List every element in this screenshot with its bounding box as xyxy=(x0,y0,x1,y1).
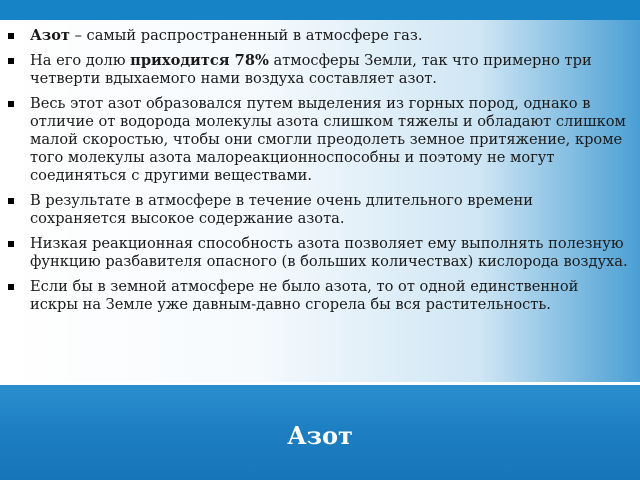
bullet-marker-icon xyxy=(8,198,14,204)
bullet-item xyxy=(0,235,640,271)
bullet-marker-icon xyxy=(8,33,14,39)
bullet-item xyxy=(0,95,640,185)
bullet-bold-term: Азот xyxy=(30,27,70,44)
bullet-text: В результате в атмосфере в течение очень длительного времени сохраняется высокое содержание азота. xyxy=(30,192,533,227)
bullet-marker-icon xyxy=(8,101,14,107)
slide-content xyxy=(0,27,640,382)
bullet-text-pre: На его долю xyxy=(30,52,131,69)
bullet-item xyxy=(0,278,640,314)
bullet-text: Если бы в земной атмосфере не было азота, то от одной единственной искры на Земле уже давным-давно сгорела бы вся растительность. xyxy=(30,278,579,313)
bullet-list xyxy=(0,27,640,314)
bullet-text: атмосферы Земли, так что примерно три четверти вдыхаемого нами воздуха составляет азот. xyxy=(30,52,592,87)
bullet-marker-icon xyxy=(8,284,14,290)
bullet-marker-icon xyxy=(8,241,14,247)
bullet-item xyxy=(0,192,640,228)
bullet-text: Низкая реакционная способность азота позволяет ему выполнять полезную функцию разбавителя опасного (в больших количествах) кислорода воздуха. xyxy=(30,235,628,270)
top-bar xyxy=(0,0,640,20)
footer-band xyxy=(0,385,640,480)
bullet-text: Весь этот азот образовался путем выделения из горных пород, однако в отличие от водорода молекулы азота слишком тяжелы и обладают слишком малой скоростью, чтобы они смогли преодолеть земное притяжение, кроме того молекулы азота малореакционноспособны и поэтому не могут соединяться с другими веществами. xyxy=(30,95,626,184)
slide-title: Азот xyxy=(287,421,353,450)
bullet-bold-term: приходится 78% xyxy=(130,52,269,69)
bullet-marker-icon xyxy=(8,58,14,64)
bullet-text: – самый распространенный в атмосфере газ. xyxy=(69,27,423,44)
bullet-item xyxy=(0,27,640,45)
bullet-item xyxy=(0,52,640,88)
